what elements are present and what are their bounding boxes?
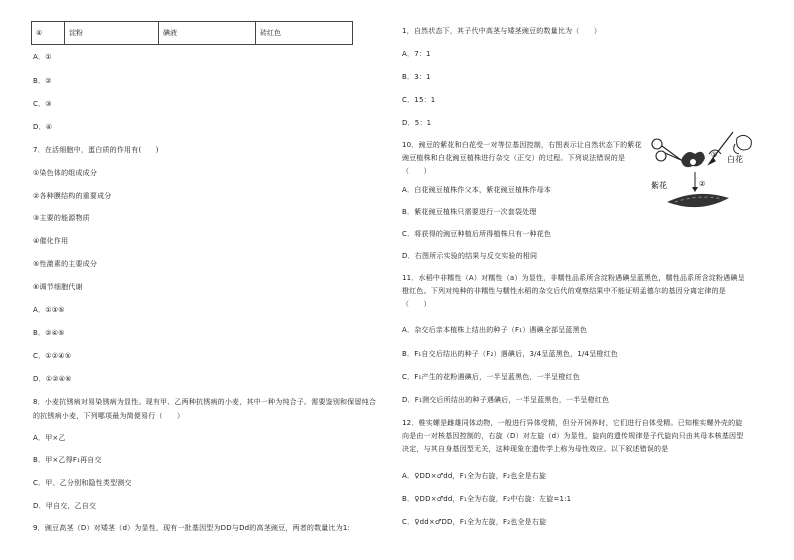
q7-item: ③主要的能源物质	[33, 214, 90, 222]
q11-stem: 11．水稻中非糯性（A）对糯性（a）为显性，非糯性品系所含淀粉遇碘呈蓝黑色，糯性品系所含淀粉遇碘呈橙红色。下列对纯种的非糯性与糯性水稻的杂交后代的观察结果中不能证明孟德尔的基因分离定律的是（ ）	[402, 274, 745, 308]
pea-pod-icon	[667, 194, 729, 207]
q10-stem: 10．豌豆的紫花和白花受一对等位基因控制，右图表示让自然状态下的紫花豌豆植株和白花豌豆植株进行杂交（正交）的过程。下列说法错误的是（ ）	[402, 141, 642, 175]
option-b[interactable]: B．②	[33, 77, 52, 85]
q10-option-b[interactable]: B．紫花豌豆植株只需要进行一次套袋处理	[402, 208, 537, 216]
white-flower-icon	[734, 135, 752, 154]
q8-option-a[interactable]: A．甲×乙	[33, 434, 66, 442]
q12-option-c[interactable]: C．♀dd×♂DD，F₁全为左旋，F₂也全是右旋	[402, 518, 547, 526]
q12-stem: 12．椎实螺是雌雄同体动物，一般进行异体受精，但分开饲养时，它们进行自体受精。已知椎实螺外壳的旋向是由一对核基因控制的，右旋（D）对左旋（d）为显性，旋向的遗传规律是子代旋向只由其母本核基因型决定，与其自身基因型无关，这种现象在遗传学上称为母性效应。以下叙述错误的是	[402, 419, 744, 453]
table-cell-substance: 淀粉	[65, 22, 159, 45]
q9-stem: 9．豌豆高茎（D）对矮茎（d）为显性，现有一批基因型为DD与Dd的高茎豌豆，两者的数量比为1:	[33, 524, 351, 532]
option-c[interactable]: C．③	[33, 100, 52, 108]
q11-option-d[interactable]: D．F₁测交后所结出的种子遇碘后，一半呈蓝黑色，一半呈橙红色	[402, 396, 610, 404]
q12-option-a[interactable]: A．♀DD×♂dd，F₁全为右旋，F₂也全是右旋	[402, 472, 547, 480]
q11-option-c[interactable]: C．F₁产生的花粉遇碘后，一半呈蓝黑色，一半呈橙红色	[402, 373, 580, 381]
table-cell-num: ④	[32, 22, 65, 45]
q9-option-b[interactable]: B．3：1	[402, 73, 431, 81]
q8-option-d[interactable]: D．甲自交，乙自交	[33, 502, 97, 510]
q7-item: ②各种膜结构的重要成分	[33, 192, 112, 200]
step1-label: ①	[711, 151, 718, 159]
q7-option-c[interactable]: C．①②④⑤	[33, 352, 72, 360]
q8-option-c[interactable]: C．甲、乙分别和隐性类型测交	[33, 479, 132, 487]
q7-option-b[interactable]: B．②④⑤	[33, 329, 65, 337]
q7-option-a[interactable]: A．①③⑤	[33, 306, 65, 314]
q7-stem: 7．在活细胞中，蛋白质的作用有( )	[33, 146, 159, 154]
purple-flower-label: 紫花	[651, 181, 667, 190]
table-cell-reagent: 碘液	[159, 22, 256, 45]
arrow-head-icon	[692, 187, 698, 192]
option-a[interactable]: A．①	[33, 53, 52, 61]
table-cell-color: 砖红色	[256, 22, 353, 45]
q7-item: ⑤性激素的主要成分	[33, 260, 98, 268]
q7-item: ⑥调节细胞代谢	[33, 283, 83, 291]
scissors-icon	[652, 139, 681, 161]
option-d[interactable]: D．④	[33, 123, 53, 131]
q8-stem: 8．小麦抗锈病对易染锈病为显性。现有甲、乙两种抗锈病的小麦，其中一种为纯合子。需要鉴别和保留纯合的抗锈病小麦，下列哪项最为简便易行（ ）	[33, 398, 377, 420]
reagent-table	[31, 21, 353, 45]
q10-option-a[interactable]: A．白花豌豆植株作父本，紫花豌豆植株作母本	[402, 186, 551, 194]
q12-option-b[interactable]: B．♀DD×♂dd，F₁全为右旋，F₂中右旋：左旋=1:1	[402, 495, 572, 503]
q8-option-b[interactable]: B．甲×乙得F₁再自交	[33, 456, 102, 464]
q7-item: ①染色体的组成成分	[33, 169, 98, 177]
q9-cont-stem: 1，自然状态下，其子代中高茎与矮茎豌豆的数量比为（ ）	[402, 27, 602, 35]
q7-item: ④催化作用	[33, 237, 69, 245]
table-row	[32, 22, 353, 45]
purple-flower-icon	[681, 152, 705, 167]
q9-option-d[interactable]: D．5：1	[402, 119, 432, 127]
q11-option-a[interactable]: A．杂交后亲本植株上结出的种子（F₁）遇碘全部呈蓝黑色	[402, 326, 588, 334]
q11-option-b[interactable]: B．F₁自交后结出的种子（F₂）遇碘后，3/4呈蓝黑色，1/4呈橙红色	[402, 350, 618, 358]
q9-option-c[interactable]: C．15：1	[402, 96, 436, 104]
pea-crossing-figure	[649, 130, 761, 220]
q10-option-d[interactable]: D．右图所示实验的结果与反交实验的相同	[402, 252, 538, 260]
q7-option-d[interactable]: D．①②④⑥	[33, 375, 72, 383]
step2-label: ②	[699, 180, 706, 188]
q9-option-a[interactable]: A．7：1	[402, 50, 431, 58]
q10-option-c[interactable]: C．将获得的豌豆种植后所得植株只有一种花色	[402, 230, 552, 238]
white-flower-label: 白花	[727, 155, 743, 164]
